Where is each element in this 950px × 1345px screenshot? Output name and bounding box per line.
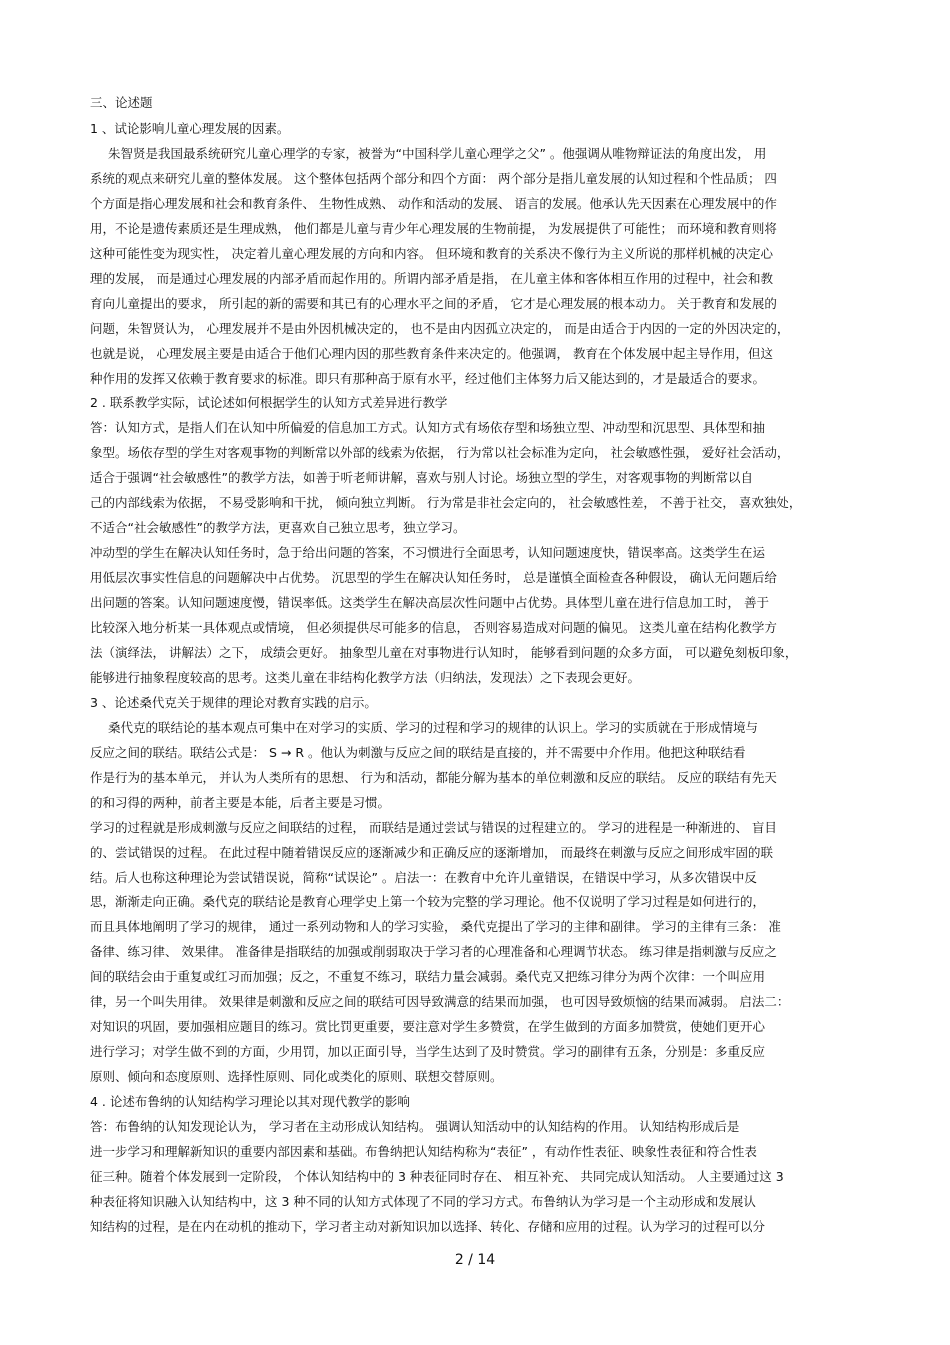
- text-line: 知结构的过程，是在内在动机的推动下，学习者主动对新知识加以选择、转化、存储和应用的过程。认为学习的过程可以分: [90, 1218, 766, 1234]
- text-line: 己的内部线索为依据， 不易受影响和干扰， 倾向独立判断。 行为常是非社会定向的， 社会敏感性差， 不善于社交， 喜欢独处，: [90, 495, 802, 511]
- text-line: 育向儿童提出的要求， 所引起的新的需要和其已有的心理水平之间的矛盾， 它才是心理发展的根本动力。 关于教育和发展的: [90, 295, 777, 311]
- text-line: 种表征将知识融入认知结构中，这 3 种不同的认知方式体现了不同的学习方式。布鲁纳认为学习是一个主动形成和发展认: [90, 1193, 756, 1209]
- text-line: 系统的观点来研究儿童的整体发展。 这个整体包括两个部分和四个方面： 两个部分是指儿童发展的认知过程和个性品质； 四: [90, 170, 777, 186]
- text-line: 原则、倾向和态度原则、选择性原则、同化或类化的原则、联想交替原则。: [90, 1069, 503, 1085]
- text-line: 这种可能性变为现实性， 决定着儿童心理发展的方向和内容。 但环境和教育的关系决不像行为主义所说的那样机械的决定心: [90, 245, 773, 261]
- text-line: 的和习得的两种，前者主要是本能，后者主要是习惯。: [90, 794, 391, 810]
- text-line: 而且具体地阐明了学习的规律， 通过一系列动物和人的学习实验， 桑代克提出了学习的主律和副律。 学习的主律有三条： 准: [90, 919, 781, 935]
- text-line: 适合于强调“社会敏感性”的教学方法，如善于听老师讲解，喜欢与别人讨论。场独立型的学生，对客观事物的判断常以自: [90, 470, 753, 486]
- text-line: 桑代克的联结论的基本观点可集中在对学习的实质、学习的过程和学习的规律的认识上。学习的实质就在于形成情境与: [108, 719, 759, 735]
- text-line: 思，渐渐走向正确。桑代克的联结论是教育心理学史上第一个较为完整的学习理论。他不仅说明了学习过程是如何进行的，: [90, 894, 766, 910]
- text-line: 法（演绎法， 讲解法）之下， 成绩会更好。 抽象型儿童在对事物进行认知时， 能够看到问题的众多方面， 可以避免刻板印象，: [90, 644, 798, 660]
- text-line: 用，不论是遗传素质还是生理成熟， 他们都是儿童与青少年心理发展的生物前提， 为发展提供了可能性； 而环境和教育则将: [90, 220, 777, 236]
- text-line: 2 . 联系教学实际，试论述如何根据学生的认知方式差异进行教学: [90, 395, 448, 411]
- text-line: 的、尝试错误的过程。 在此过程中随着错误反应的逐渐减少和正确反应的逐渐增加， 而最终在刺激与反应之间形成牢固的联: [90, 844, 773, 860]
- text-line: 进一步学习和理解新知识的重要内部因素和基础。布鲁纳把认知结构称为“表征” ，有动作性表征、映象性表征和符合性表: [90, 1143, 757, 1159]
- text-line: 对知识的巩固，要加强相应题目的练习。赏比罚更重要，要注意对学生多赞赏，在学生做到的方面多加赞赏，使她们更开心: [90, 1019, 766, 1035]
- text-line: 理的发展， 而是通过心理发展的内部矛盾而起作用的。所谓内部矛盾是指， 在儿童主体和客体相互作用的过程中，社会和教: [90, 270, 773, 286]
- text-line: 出问题的答案。认知问题速度慢，错误率低。这类学生在解决高层次性问题中占优势。具体型儿童在进行信息加工时， 善于: [90, 595, 769, 611]
- text-line: 结。后人也称这种理论为尝试错误说，简称“试误论” 。启法一：在教育中允许儿童错误，在错误中学习，从多次错误中反: [90, 869, 757, 885]
- text-line: 律，另一个叫失用律。 效果律是刺激和反应之间的联结可因导致满意的结果而加强， 也可因导致烦恼的结果而减弱。 启法二：: [90, 994, 790, 1010]
- text-line: 备律、练习律、 效果律。 准备律是指联结的加强或削弱取决于学习者的心理准备和心理调节状态。 练习律是指刺激与反应之: [90, 944, 777, 960]
- text-line: 能够进行抽象程度较高的思考。这类儿童在非结构化教学方法（归纳法，发现法）之下表现会更好。: [90, 669, 641, 685]
- text-line: 3 、论述桑代克关于规律的理论对教育实践的启示。: [90, 694, 377, 710]
- text-line: 间的联结会由于重复或红习而加强；反之，不重复不练习，联结力量会减弱。桑代克又把练习律分为两个次律：一个叫应用: [90, 969, 766, 985]
- text-line: 朱智贤是我国最系统研究儿童心理学的专家，被誉为“中国科学儿童心理学之父” 。他强调从唯物辩证法的角度出发， 用: [108, 145, 767, 161]
- section-title: 三、论述题: [90, 95, 153, 110]
- text-line: 种作用的发挥又依赖于教育要求的标准。即只有那种高于原有水平，经过他们主体努力后又能达到的，才是最适合的要求。: [90, 370, 766, 386]
- text-line: 进行学习；对学生做不到的方面，少用罚，加以正面引导，当学生达到了及时赞赏。学习的副律有五条，分别是：多重反应: [90, 1044, 766, 1060]
- text-line: 冲动型的学生在解决认知任务时，急于给出问题的答案，不习惯进行全面思考，认知问题速度快，错误率高。这类学生在运: [90, 545, 766, 561]
- text-line: 比较深入地分析某一具体观点或情境， 但必须提供尽可能多的信息， 否则容易造成对问题的偏见。 这类儿童在结构化教学方: [90, 620, 777, 635]
- text-line: 个方面是指心理发展和社会和教育条件、 生物性成熟、 动作和活动的发展、 语言的发展。他承认先天因素在心理发展中的作: [90, 195, 777, 211]
- text-line: 问题，朱智贤认为， 心理发展并不是由外因机械决定的， 也不是由内因孤立决定的， 而是由适合于内因的一定的外因决定的，: [90, 320, 790, 336]
- text-line: 作是行为的基本单元， 并认为人类所有的思想、 行为和活动，都能分解为基本的单位刺激和反应的联结。 反应的联结有先天: [90, 769, 777, 785]
- text-line: 反应之间的联结。联结公式是： S → R 。他认为刺激与反应之间的联结是直接的，并不需要中介作用。他把这种联结看: [90, 744, 746, 760]
- text-line: 答：布鲁纳的认知发现论认为， 学习者在主动形成认知结构。 强调认知活动中的认知结构的作用。 认知结构形成后是: [90, 1119, 740, 1134]
- text-line: 1 、试论影响儿童心理发展的因素。: [90, 121, 290, 136]
- page-number: 2 / 14: [454, 1252, 496, 1268]
- text-line: 答：认知方式，是指人们在认知中所偏爱的信息加工方式。认知方式有场依存型和场独立型、冲动型和沉思型、具体型和抽: [90, 420, 766, 436]
- text-line: 不适合“社会敏感性”的教学方法，更喜欢自己独立思考，独立学习。: [90, 520, 466, 536]
- text-line: 征三种。随着个体发展到一定阶段， 个体认知结构中的 3 种表征同时存在、 相互补充、 共同完成认知活动。 人主要通过这 3: [90, 1168, 784, 1184]
- text-line: 4 . 论述布鲁纳的认知结构学习理论以其对现代教学的影响: [90, 1094, 410, 1110]
- text-line: 学习的过程就是形成刺激与反应之间联结的过程， 而联结是通过尝试与错误的过程建立的。 学习的进程是一种渐进的、 盲目: [90, 819, 777, 835]
- text-line: 也就是说， 心理发展主要是由适合于他们心理内因的那些教育条件来决定的。他强调， 教育在个体发展中起主导作用，但这: [90, 345, 773, 361]
- text-line: 象型。场依存型的学生对客观事物的判断常以外部的线索为依据， 行为常以社会标准为定向， 社会敏感性强， 爱好社会活动，: [90, 445, 790, 461]
- text-line: 用低层次事实性信息的问题解决中占优势。 沉思型的学生在解决认知任务时， 总是谨慎全面检查各种假设， 确认无问题后给: [90, 570, 777, 586]
